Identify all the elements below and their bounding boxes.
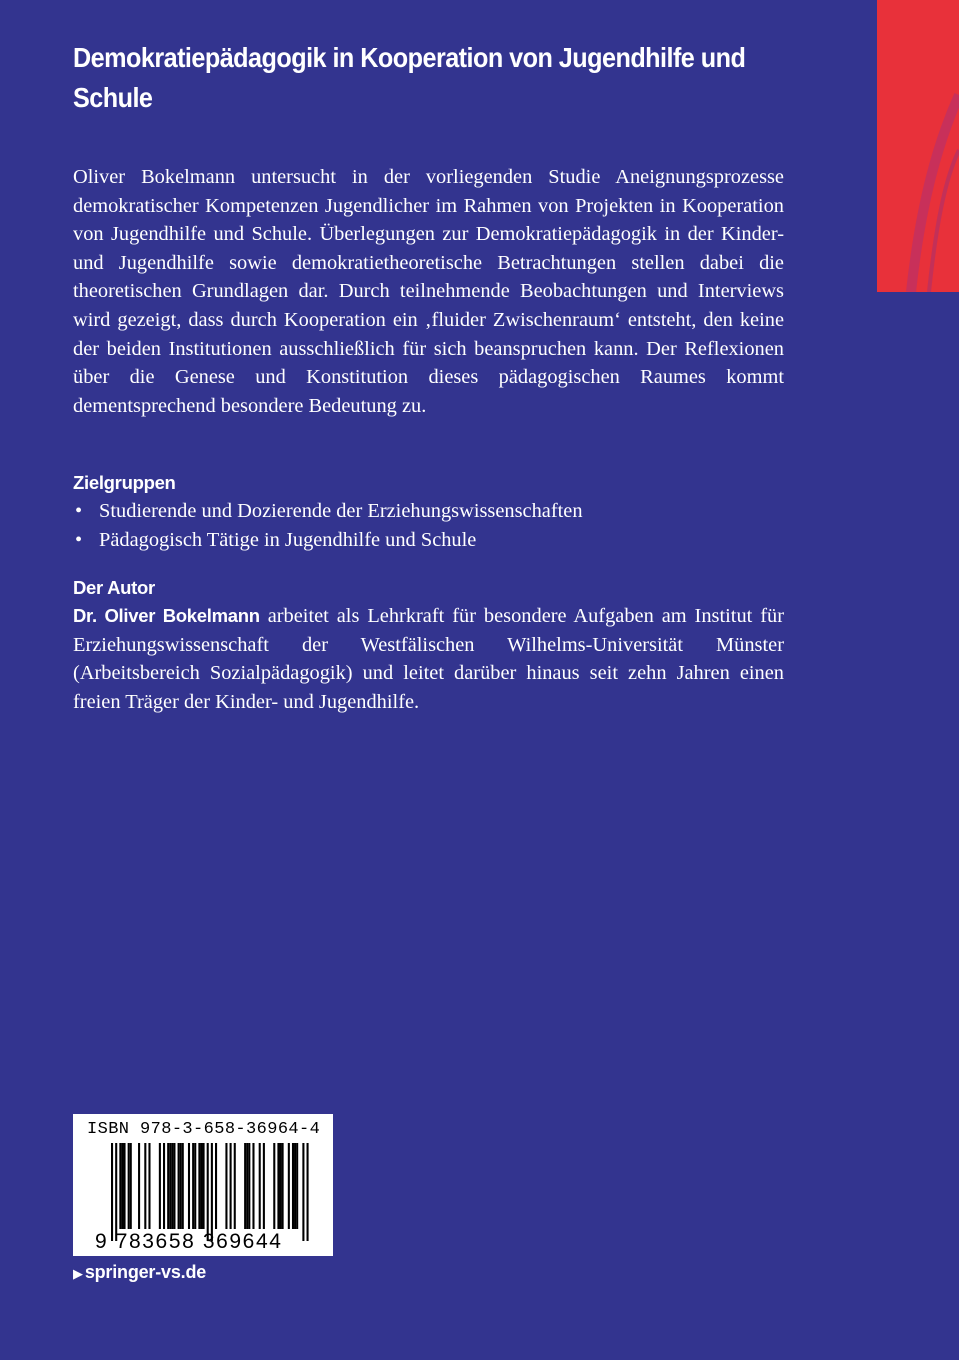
- barcode-bar: [180, 1143, 182, 1229]
- barcode-bar: [215, 1143, 217, 1229]
- barcode-bar: [167, 1143, 169, 1229]
- isbn-barcode: [73, 1114, 333, 1256]
- barcode-bar: [182, 1143, 184, 1229]
- barcode-bar: [279, 1143, 281, 1229]
- publisher-website: [73, 1262, 206, 1283]
- book-blurb: Oliver Bokelmann untersucht in der vorliegenden Studie Aneignungsprozesse demokratischer Kompetenzen Jugendlicher im Rahmen von Projekten in Kooperation von Jugendhilfe und Schule. Überlegungen zur Demokratiepädagogik in der Kinder- und Jugendhilfe sowie demokratietheoretische Betrachtungen stellen dabei die theoretischen Grundlagen dar. Durch teilnehmende Beobachtungen und Interviews wird gezeigt, dass durch Kooperation ein ‚fluider Zwischenraum‘ entsteht, den keine der beiden Institutionen ausschließlich für sich beanspruchen kann. Der Reflexionen über die Genese und Konstitution dieses pädagogischen Raumes kommt dementsprechend besondere Bedeutung zu.: [73, 166, 784, 417]
- barcode-bar: [273, 1143, 275, 1229]
- barcode-bar: [292, 1143, 294, 1229]
- barcode-bar: [121, 1143, 123, 1229]
- ean-digits: 9 783658 369644: [95, 1230, 283, 1253]
- barcode-bar: [188, 1143, 190, 1229]
- barcode-bar: [128, 1143, 130, 1229]
- barcode-bar: [230, 1143, 232, 1229]
- barcode-bar: [173, 1143, 175, 1229]
- target-group-label: Pädagogisch Tätige in Jugendhilfe und Schule: [99, 529, 477, 551]
- author-name: Dr. Oliver Bokelmann: [73, 605, 260, 626]
- target-groups-list: [73, 497, 583, 555]
- barcode-bar: [119, 1143, 121, 1229]
- author-heading: Der Autor: [73, 577, 155, 598]
- author-bio: [73, 602, 784, 716]
- target-groups-heading: Zielgruppen: [73, 472, 176, 493]
- barcode-bar: [282, 1143, 284, 1229]
- barcode-bar: [277, 1143, 279, 1229]
- barcode-bar: [294, 1143, 296, 1229]
- barcode-bar: [163, 1143, 165, 1229]
- arrow-right-icon: ▶: [73, 1266, 83, 1281]
- website-label: springer-vs.de: [84, 1262, 207, 1282]
- barcode-bar: [234, 1143, 236, 1229]
- barcode-bar: [259, 1143, 261, 1229]
- barcode-bar: [194, 1143, 196, 1229]
- bullet-icon: •: [75, 500, 83, 522]
- list-item: [73, 526, 583, 555]
- barcode-bar: [296, 1143, 298, 1229]
- barcode-bar: [111, 1143, 113, 1241]
- target-group-label: Studierende und Dozierende der Erziehungswissenschaften: [99, 500, 583, 522]
- barcode-bar: [192, 1143, 194, 1229]
- bullet-icon: •: [75, 529, 83, 551]
- barcode-bar: [159, 1143, 161, 1229]
- barcode-bar: [123, 1143, 125, 1229]
- barcode-bar: [200, 1143, 202, 1229]
- barcode-bar: [288, 1143, 290, 1229]
- barcode-bar: [130, 1143, 132, 1229]
- barcode-bar: [244, 1143, 246, 1229]
- barcode-bar: [169, 1143, 171, 1229]
- barcode-bar: [198, 1143, 200, 1229]
- barcode-bar: [207, 1143, 209, 1241]
- barcode-bar: [248, 1143, 250, 1229]
- barcode-bar: [178, 1143, 180, 1229]
- barcode-bar: [211, 1143, 213, 1241]
- barcode-bar: [138, 1143, 140, 1229]
- author-bio-text: arbeitet als Lehrkraft für besondere Aufgaben am Institut für Erziehungswissenschaft der Westfälischen Wilhelms-Universität Münster (Arbeitsbereich Sozialpädagogik) und leitet darüber hinaus seit zehn Jahren einen freien Träger der Kinder- und Jugendhilfe.: [73, 605, 784, 713]
- barcode-bar: [307, 1143, 309, 1241]
- barcode-bar: [203, 1143, 205, 1229]
- barcode-bar: [246, 1143, 248, 1229]
- list-item: [73, 497, 583, 526]
- barcode-bar: [302, 1143, 304, 1241]
- barcode-bar: [225, 1143, 227, 1229]
- book-title: Demokratiepädagogik in Kooperation von Jugendhilfe und Schule: [73, 42, 746, 113]
- barcode-bar: [148, 1143, 150, 1229]
- swoosh-graphic: [877, 0, 959, 292]
- barcode-bar: [263, 1143, 265, 1229]
- barcode-bar: [144, 1143, 146, 1229]
- barcode-bar: [115, 1143, 117, 1241]
- isbn-text: ISBN 978-3-658-36964-4: [87, 1120, 321, 1139]
- barcode-bar: [252, 1143, 254, 1229]
- barcode-bar: [171, 1143, 173, 1229]
- corner-accent-stripe: [877, 0, 959, 292]
